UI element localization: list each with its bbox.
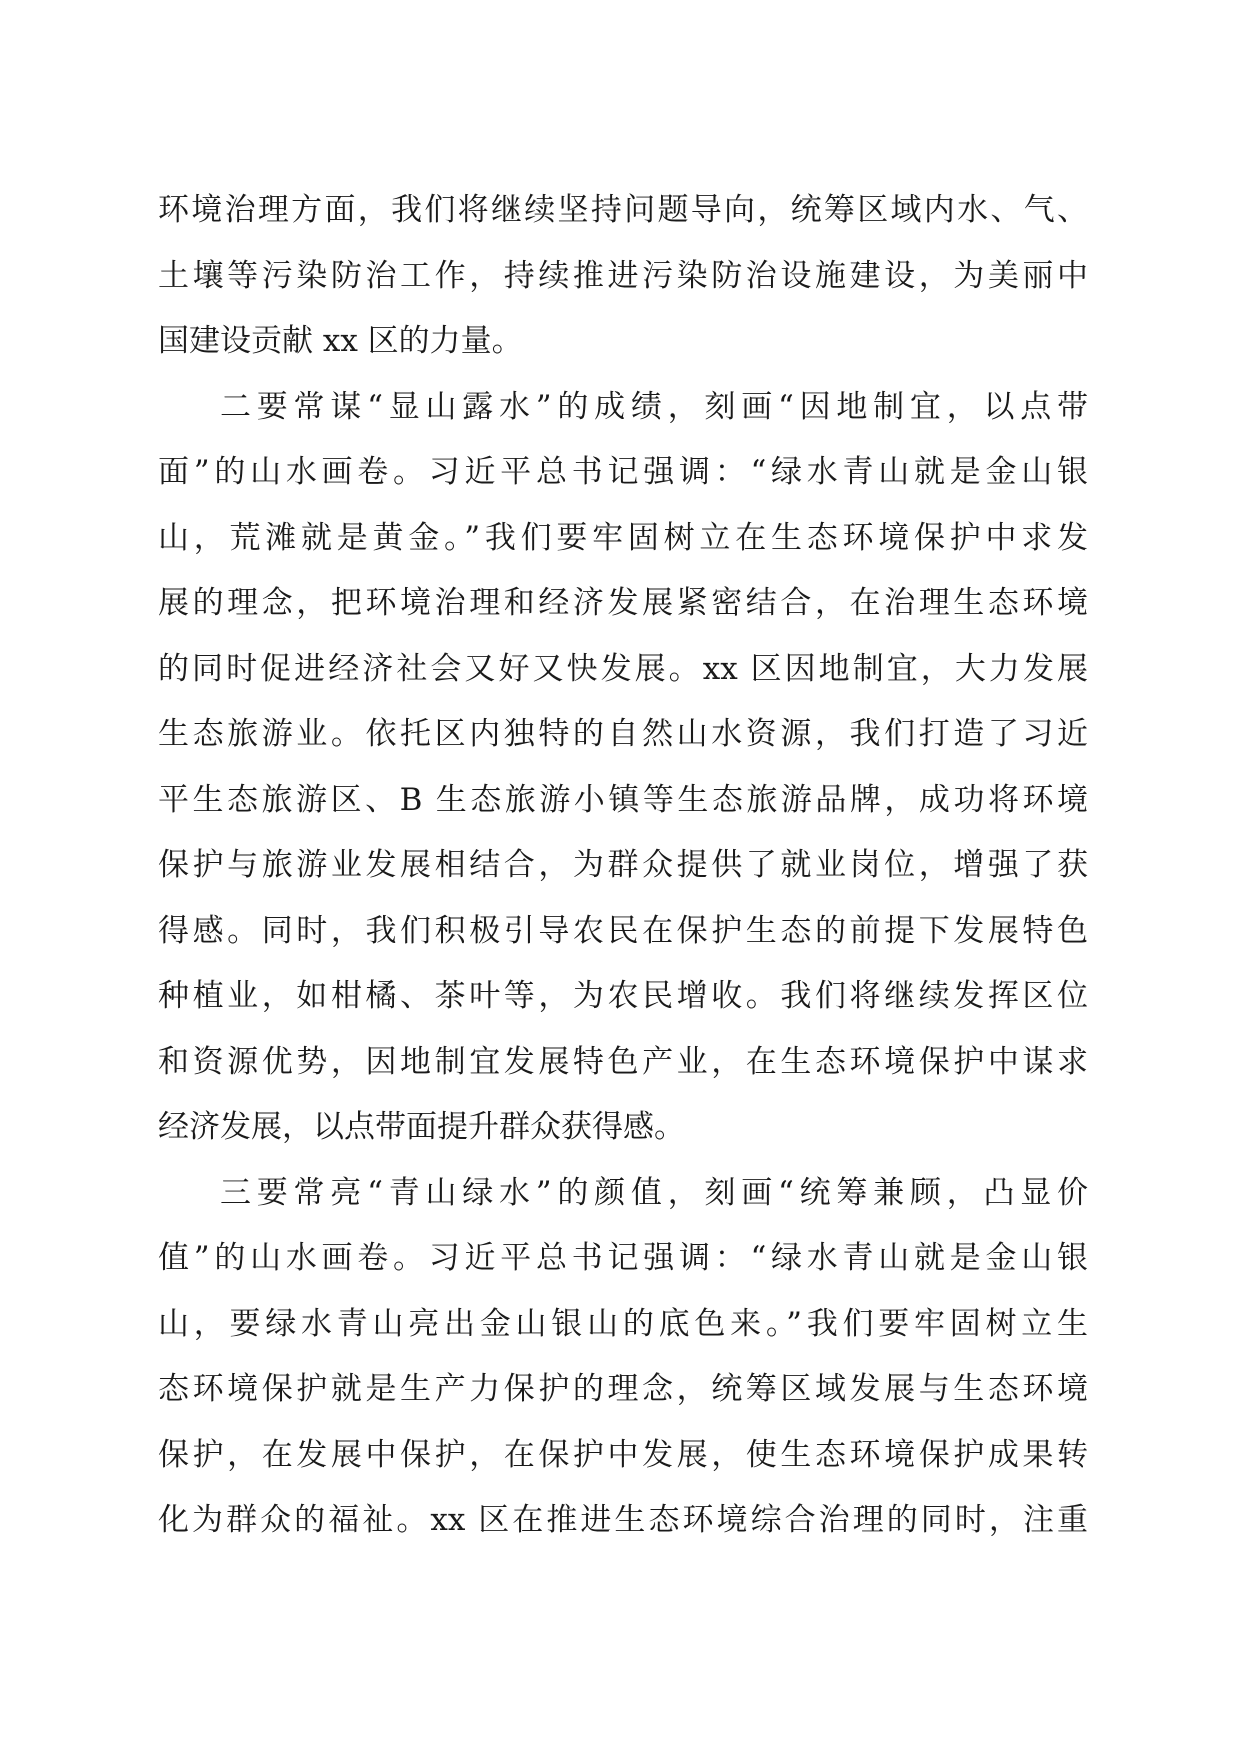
text-line: 保护与旅游业发展相结合，为群众提供了就业岗位，增强了获 [158,847,1088,883]
text-line: 土壤等污染防治工作，持续推进污染防治设施建设，为美丽中 [158,257,1088,294]
text-line: 得感。同时，我们积极引导农民在保护生态的前提下发展特色 [158,912,1088,949]
text-line: 平生态旅游区、B 生态旅游小镇等生态旅游品牌，成功将环境 [158,781,1088,818]
text-line: 三要常亮“青山绿水”的颜值，刻画“统筹兼顾，凸显价 [220,1174,1088,1211]
text-line: 展的理念，把环境治理和经济发展紧密结合，在治理生态环境 [158,585,1088,621]
text-line: 二要常谋“显山露水”的成绩，刻画“因地制宜，以点带 [220,388,1088,425]
text-line: 的同时促进经济社会又好又快发展。xx 区因地制宜，大力发展 [158,650,1088,687]
paragraph-third-point [158,1161,1088,1554]
text-line: 化为群众的福祉。xx 区在推进生态环境综合治理的同时，注重 [158,1502,1088,1538]
text-line: 环境治理方面，我们将继续坚持问题导向，统筹区域内水、气、 [158,192,1088,228]
paragraph-environment-governance [158,178,1088,375]
text-line: 面”的山水画卷。习近平总书记强调：“绿水青山就是金山银 [158,454,1088,490]
body-text [158,178,1088,1554]
text-line: 山，要绿水青山亮出金山银山的底色来。”我们要牢固树立生 [158,1305,1088,1342]
text-line: 种植业，如柑橘、茶叶等，为农民增收。我们将继续发挥区位 [158,978,1088,1014]
paragraph-second-point [158,375,1088,1161]
text-line: 山，荒滩就是黄金。”我们要牢固树立在生态环境保护中求发 [158,519,1088,556]
text-line: 经济发展，以点带面提升群众获得感。 [158,1109,685,1145]
text-line: 和资源优势，因地制宜发展特色产业，在生态环境保护中谋求 [158,1043,1088,1080]
text-line: 保护，在发展中保护，在保护中发展，使生态环境保护成果转 [158,1436,1088,1473]
text-line: 值”的山水画卷。习近平总书记强调：“绿水青山就是金山银 [158,1240,1088,1276]
text-line: 国建设贡献 xx 区的力量。 [158,323,523,359]
text-line: 生态旅游业。依托区内独特的自然山水资源，我们打造了习近 [158,716,1088,752]
text-line: 态环境保护就是生产力保护的理念，统筹区域发展与生态环境 [158,1371,1088,1407]
